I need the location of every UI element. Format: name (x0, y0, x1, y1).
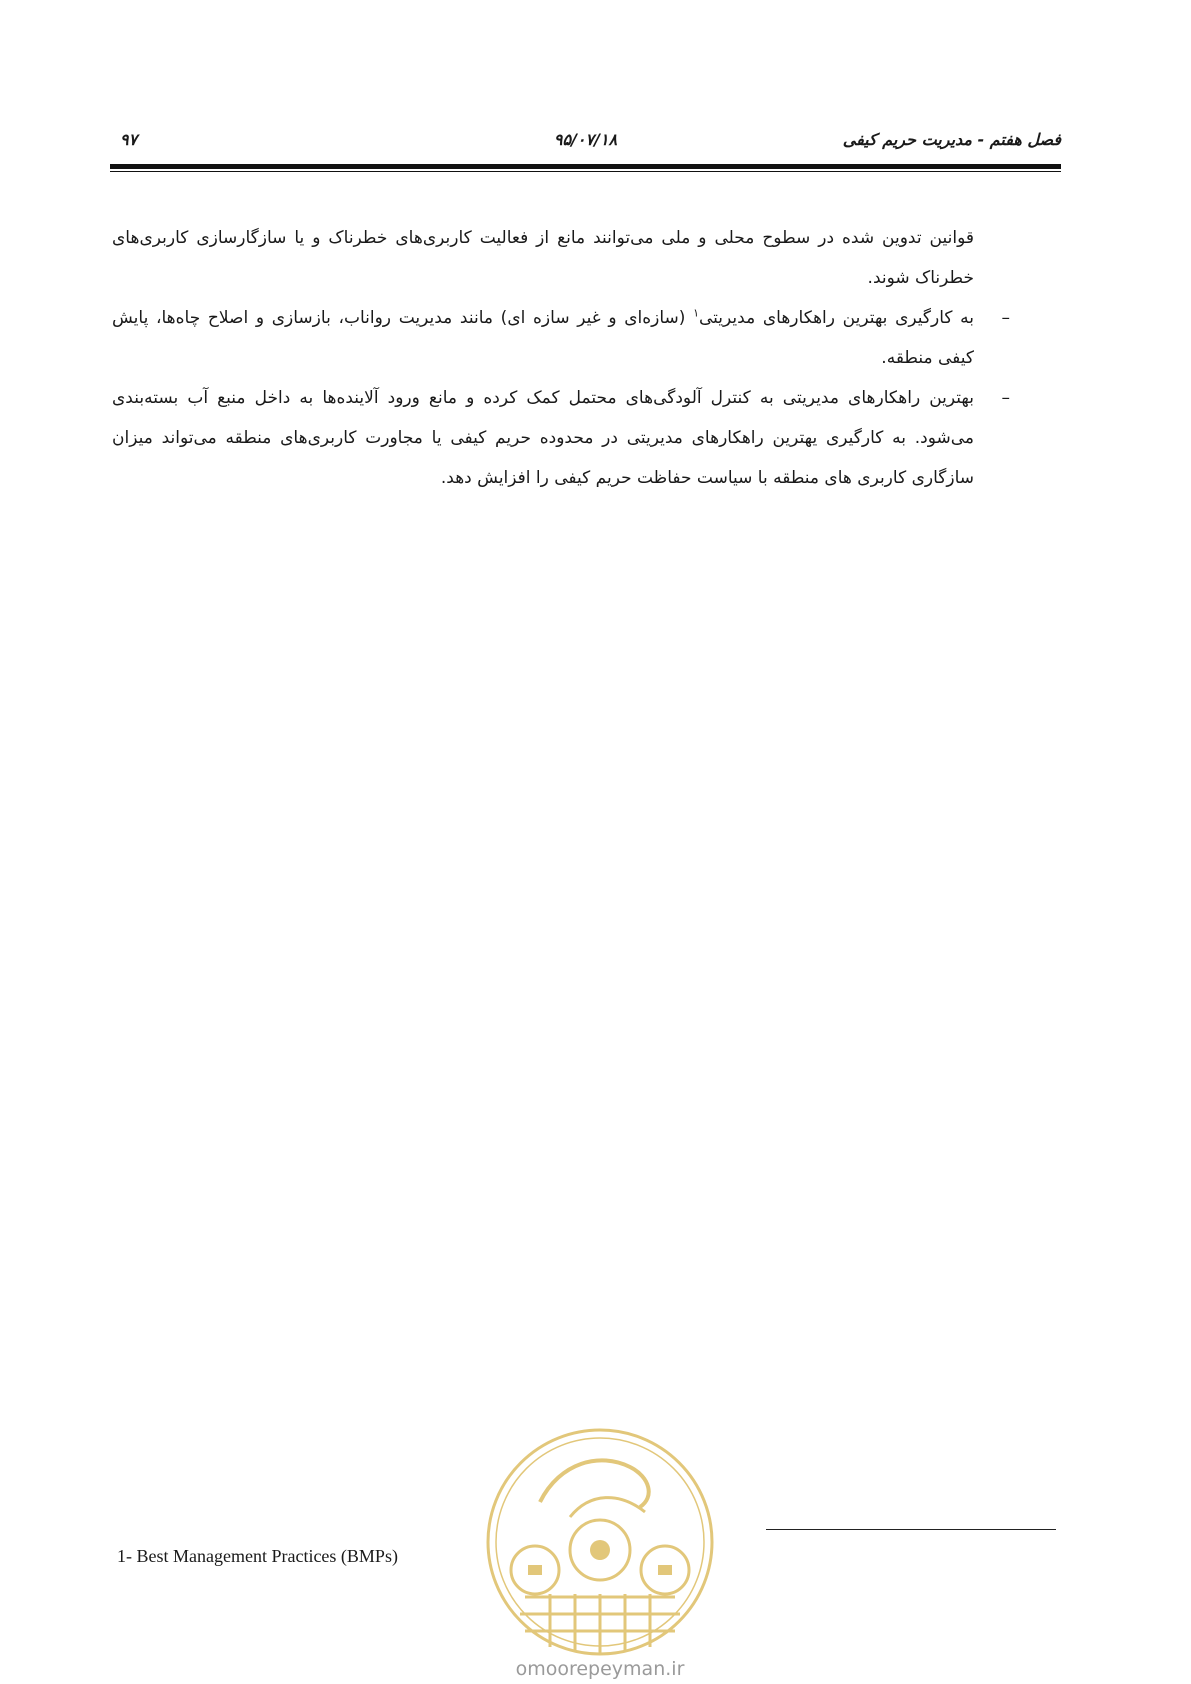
footnote-reference[interactable]: ۱ (693, 306, 699, 320)
list-item (112, 298, 1010, 378)
footnote-rule (766, 1529, 1056, 1530)
bullet-dash: – (1001, 308, 1010, 328)
list-item (112, 378, 1010, 498)
footnote: 1- Best Management Practices (BMPs) (117, 1546, 398, 1566)
header-rule-thin (110, 171, 1061, 172)
bullet-dash: – (1001, 388, 1010, 408)
paragraph: قوانین تدوین شده در سطوح محلی و ملی می‌توانند مانع از فعالیت کاربری‌های خطرناک و یا سازگارسازی کاربری‌های خطرناک شوند. (112, 228, 974, 288)
chapter-title: فصل هفتم - مدیریت حریم کیفی (842, 130, 1061, 149)
watermark-logo-icon (480, 1422, 720, 1662)
list-item-text-b: (سازه‌ای و غیر سازه ای) مانند مدیریت رواناب، بازسازی و اصلاح چاه‌ها، پایش کیفی منطقه. (112, 308, 974, 368)
list-item-text: بهترین راهکارهای مدیریتی به کنترل آلودگی‌های محتمل کمک کرده و مانع ورود آلاینده‌ها به داخل منبع آب بسته‌بندی می‌شود. به کارگیری یهترین راهکارهای مدیریتی در محدوده حریم کیفی یا مجاورت کاربری‌های منطقه می‌تواند میزان سازگاری کاربری های منطقه با سیاست حفاظت حریم کیفی را افزایش دهد. (112, 388, 974, 488)
list-item-text-a: به کارگیری بهترین راهکارهای مدیریتی (699, 308, 974, 328)
page-number: ۹۷ (120, 130, 138, 149)
header-date: ۹۵/۰۷/۱۸ (553, 130, 618, 149)
body-text (112, 218, 1010, 498)
watermark-caption: omoorepeyman.ir (515, 1658, 685, 1680)
header-rule-thick (110, 164, 1061, 169)
